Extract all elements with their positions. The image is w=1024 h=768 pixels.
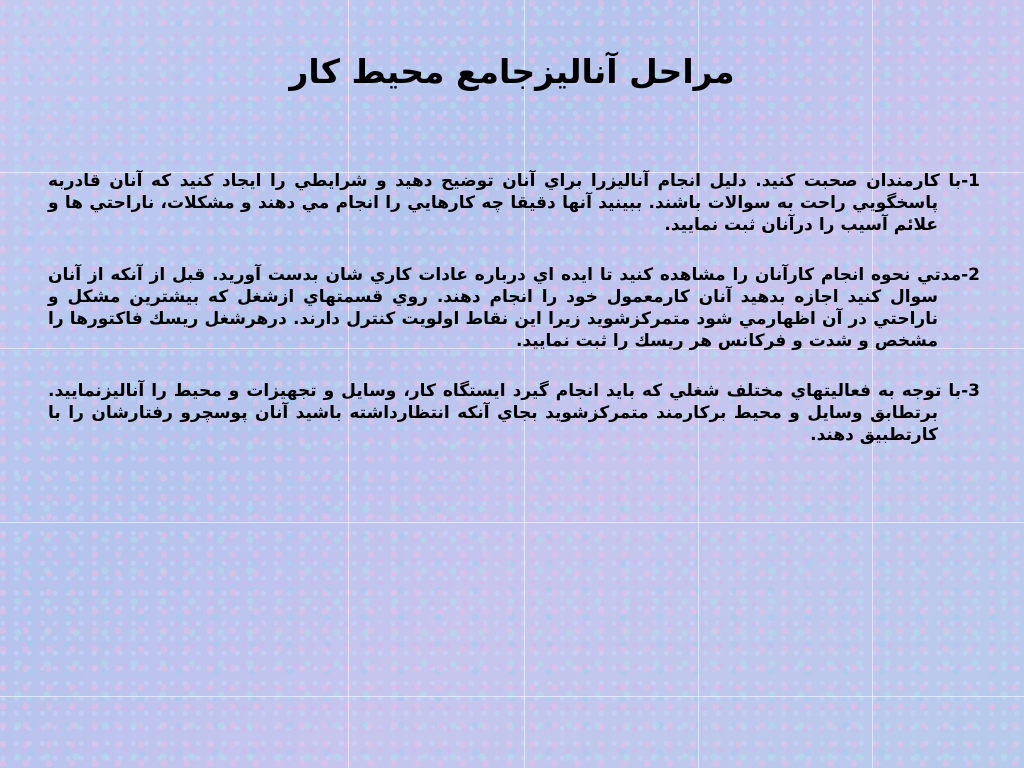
slide-content [48,170,980,474]
step-3-paragraph: 3-با توجه به فعاليتهاي مختلف شغلي كه بايد انجام گيرد ايستگاه كار، وسايل و تجهيزات و محيط را آناليزنماييد. برتطابق وسايل و محيط بركارمند متمركزشويد بجاي آنكه انتظارداشته باشيد آنان پوسچرو رفتارشان را با كارتطبيق دهند. [48,381,980,445]
step-2-paragraph: 2-مدتي نحوه انجام كارآنان را مشاهده كنيد تا ايده اي درباره عادات كاري شان بدست آوريد. قبل از آنكه از آنان سوال كنيد اجازه بدهيد آنان كارمعمول خود را انجام دهند. روي قسمتهاي ازشغل كه بيشترين مشكل و ناراحتي در آن اظهارمي شود متمركزشويد زيرا اين نقاط اولويت كنترل دارند. درهرشغل ريسك فاكتورها را مشخص و شدت و فركانس هر ريسك را ثبت نماييد. [48,265,980,351]
step-1-paragraph: 1-با كارمندان صحبت كنيد. دليل انجام آناليزرا براي آنان توضيح دهيد و شرايطي را ايجاد كنيد كه آنان قادربه پاسخگويي راحت به سوالات باشند. ببينيد آنها دقيقا چه كارهايي را انجام مي دهند و مشكلات، ناراحتي ها و علائم آسيب را درآنان ثبت نماييد. [48,171,980,235]
grid-line [0,522,1024,523]
grid-line [0,696,1024,697]
slide-title: مراحل آناليزجامع محيط كار [289,52,735,91]
